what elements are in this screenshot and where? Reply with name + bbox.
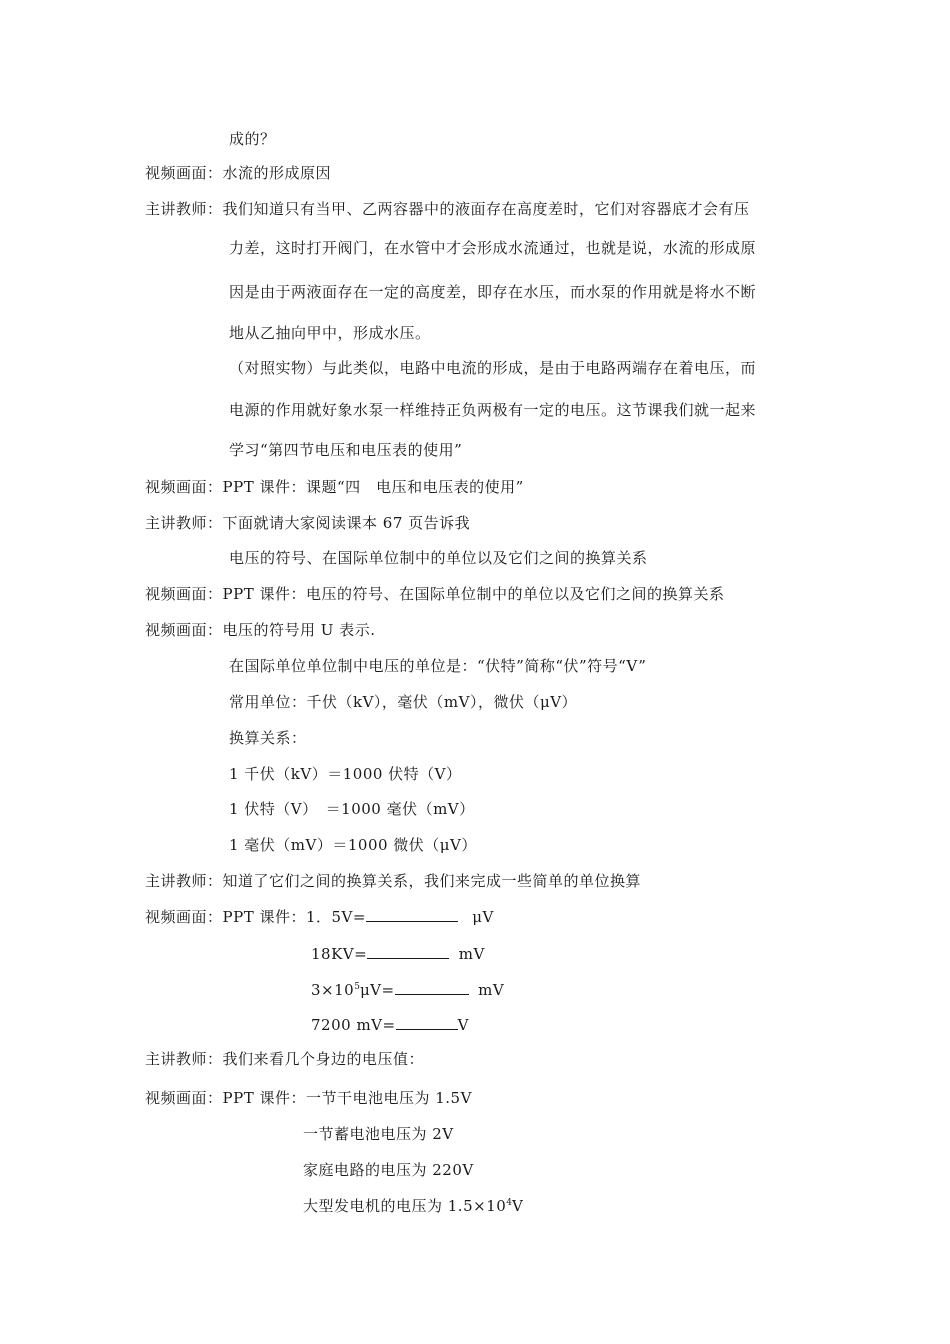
text-line: 力差，这时打开阀门，在水管中才会形成水流通过，也就是说，水流的形成原 bbox=[229, 239, 757, 257]
text-line: 成的？ bbox=[229, 130, 276, 148]
voltage-value-3: 家庭电路的电压为 220V bbox=[303, 1161, 474, 1179]
teacher-label: 主讲教师： bbox=[145, 200, 223, 218]
text-line: 因是由于两液面存在一定的高度差，即存在水压，而水泵的作用就是将水不断 bbox=[229, 283, 757, 301]
text-line: 电压的符号、在国际单位制中的单位以及它们之间的换算关系 bbox=[229, 549, 648, 567]
video-entry bbox=[145, 620, 375, 640]
video-label: 视频画面： bbox=[145, 164, 223, 182]
text-line: 常用单位：千伏（kV），毫伏（mV），微伏（μV） bbox=[229, 693, 578, 711]
answer-blank bbox=[366, 907, 458, 922]
answer-blank bbox=[396, 1015, 458, 1030]
exercise-line bbox=[311, 980, 504, 1000]
voltage-value-2: 一节蓄电池电压为 2V bbox=[303, 1125, 454, 1143]
exercise-2-unit: mV bbox=[458, 945, 485, 963]
exercise-4-unit: V bbox=[457, 1016, 469, 1034]
voltage-value-4-base: 大型发电机的电压为 1.5×10 bbox=[303, 1197, 507, 1215]
video-entry bbox=[145, 163, 331, 183]
entry-text: PPT 课件：课题“四 电压和电压表的使用” bbox=[222, 478, 524, 496]
text-line: （对照实物）与此类似，电路中电流的形成，是由于电路两端存在着电压，而 bbox=[229, 359, 757, 377]
exercise-3: μV= bbox=[359, 981, 395, 999]
exercise-3-unit: mV bbox=[478, 981, 505, 999]
entry-text: 下面就请大家阅读课本 67 页告诉我 bbox=[222, 514, 471, 532]
voltage-value-4 bbox=[303, 1196, 523, 1216]
teacher-entry bbox=[145, 513, 470, 533]
video-label: 视频画面： bbox=[145, 585, 223, 603]
video-entry bbox=[145, 907, 494, 927]
exercise-1: PPT 课件：1．5V= bbox=[222, 908, 366, 926]
exercise-line bbox=[311, 1015, 469, 1035]
teacher-label: 主讲教师： bbox=[145, 514, 223, 532]
teacher-entry bbox=[145, 1049, 424, 1069]
entry-text: PPT 课件：电压的符号、在国际单位制中的单位以及它们之间的换算关系 bbox=[222, 585, 725, 603]
video-entry bbox=[145, 1088, 472, 1108]
entry-text: 我们来看几个身边的电压值： bbox=[222, 1050, 425, 1068]
exercise-2: 18KV= bbox=[311, 945, 368, 963]
text-line: 在国际单位单位制中电压的单位是：“伏特”简称“伏”符号“V” bbox=[229, 657, 647, 675]
entry-text: 电压的符号用 U 表示. bbox=[222, 621, 376, 639]
exercise-3-base: 3×10 bbox=[311, 981, 355, 999]
exercise-line bbox=[311, 944, 485, 964]
teacher-entry bbox=[145, 871, 641, 891]
teacher-label: 主讲教师： bbox=[145, 872, 223, 890]
text-line: 地从乙抽向甲中，形成水压。 bbox=[229, 324, 431, 342]
text-line: 1 千伏（kV）＝1000 伏特（V） bbox=[229, 765, 462, 783]
text-line: 1 毫伏（mV）＝1000 微伏（μV） bbox=[229, 836, 477, 854]
video-label: 视频画面： bbox=[145, 478, 223, 496]
video-label: 视频画面： bbox=[145, 1089, 223, 1107]
exercise-1-unit: μV bbox=[472, 908, 494, 926]
text-line: 1 伏特（V） ＝1000 毫伏（mV） bbox=[229, 800, 475, 818]
voltage-value-4-exponent: 4 bbox=[506, 1198, 513, 1208]
text-line: 换算关系： bbox=[229, 729, 307, 747]
text-line: 学习“第四节电压和电压表的使用” bbox=[229, 441, 463, 459]
entry-text: 水流的形成原因 bbox=[222, 164, 332, 182]
video-entry bbox=[145, 584, 724, 604]
exercise-3-exponent: 5 bbox=[354, 982, 360, 992]
video-entry bbox=[145, 477, 524, 497]
entry-text: 我们知道只有当甲、乙两容器中的液面存在高度差时，它们对容器底才会有压 bbox=[222, 200, 750, 218]
teacher-label: 主讲教师： bbox=[145, 1050, 223, 1068]
voltage-value-1: PPT 课件：一节干电池电压为 1.5V bbox=[222, 1089, 472, 1107]
video-label: 视频画面： bbox=[145, 908, 223, 926]
teacher-entry bbox=[145, 199, 750, 219]
entry-text: 知道了它们之间的换算关系，我们来完成一些简单的单位换算 bbox=[222, 872, 642, 890]
voltage-value-4-unit: V bbox=[512, 1197, 524, 1215]
answer-blank bbox=[395, 980, 469, 995]
text-line: 电源的作用就好象水泵一样维持正负两极有一定的电压。这节课我们就一起来 bbox=[229, 401, 757, 419]
exercise-4: 7200 mV= bbox=[311, 1016, 396, 1034]
answer-blank bbox=[367, 944, 449, 959]
video-label: 视频画面： bbox=[145, 621, 223, 639]
